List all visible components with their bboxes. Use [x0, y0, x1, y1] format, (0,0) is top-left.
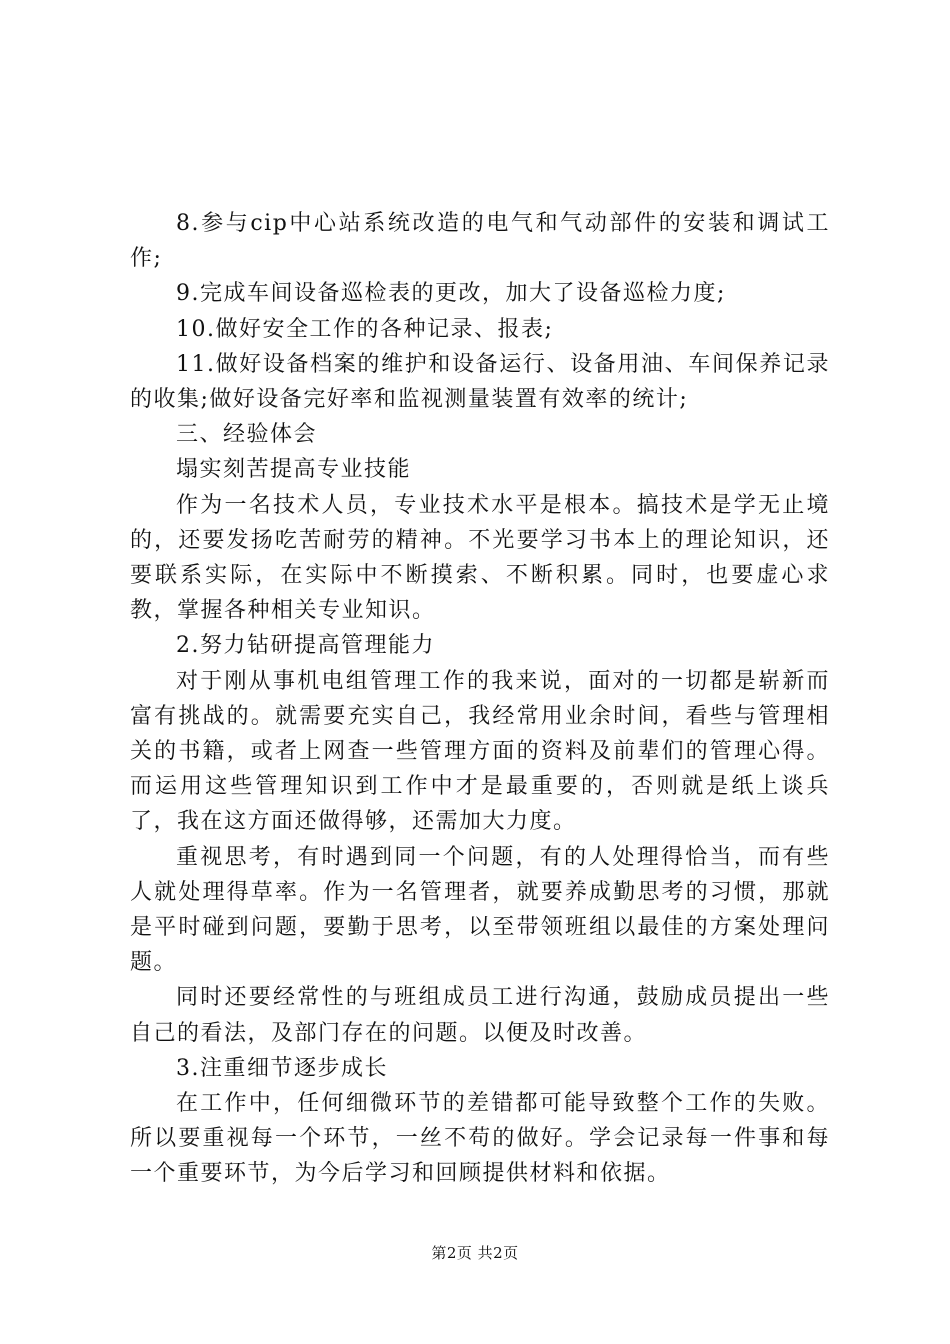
- paragraph-professional-skills: 作为一名技术人员，专业技术水平是根本。搞技术是学无止境的，还要发扬吃苦耐劳的精神。不光要学习书本上的理论知识，还要联系实际，在实际中不断摸索、不断积累。同时，也要虚心求教，掌握各种相关专业知识。: [130, 492, 830, 624]
- section-heading-experience: 三、经验体会: [176, 422, 318, 448]
- subheading-attention-to-detail: 3.注重细节逐步成长: [176, 1055, 388, 1081]
- document-body: [130, 206, 830, 1192]
- paragraph-item-11: 11.做好设备档案的维护和设备运行、设备用油、车间保养记录的收集;做好设备完好率和监视测量装置有效率的统计;: [130, 351, 830, 413]
- paragraph-management-ability: 对于刚从事机电组管理工作的我来说，面对的一切都是崭新而富有挑战的。就需要充实自己，我经常用业余时间，看些与管理相关的书籍，或者上网查一些管理方面的资料及前辈们的管理心得。而运用这些管理知识到工作中才是最重要的，否则就是纸上谈兵了，我在这方面还做得够，还需加大力度。: [130, 668, 830, 835]
- paragraph-communication: 同时还要经常性的与班组成员工进行沟通，鼓励成员提出一些自己的看法，及部门存在的问题。以便及时改善。: [130, 985, 830, 1046]
- paragraph-attention-to-detail: 在工作中，任何细微环节的差错都可能导致整个工作的失败。所以要重视每一个环节，一丝不苟的做好。学会记录每一件事和每一个重要环节，为今后学习和回顾提供材料和依据。: [130, 1091, 830, 1187]
- subheading-management-ability: 2.努力钻研提高管理能力: [176, 633, 435, 659]
- paragraph-item-8: 8.参与cip中心站系统改造的电气和气动部件的安装和调试工作;: [130, 211, 830, 272]
- paragraph-thinking: 重视思考，有时遇到同一个问题，有的人处理得恰当，而有些人就处理得草率。作为一名管理者，就要养成勤思考的习惯，那就是平时碰到问题，要勤于思考，以至带领班组以最佳的方案处理问题。: [130, 844, 830, 976]
- page-footer: 第2页 共2页: [431, 1244, 519, 1262]
- paragraph-item-9: 9.完成车间设备巡检表的更改，加大了设备巡检力度;: [176, 281, 726, 307]
- paragraph-item-10: 10.做好安全工作的各种记录、报表;: [176, 316, 554, 342]
- subheading-professional-skills: 塌实刻苦提高专业技能: [176, 457, 412, 483]
